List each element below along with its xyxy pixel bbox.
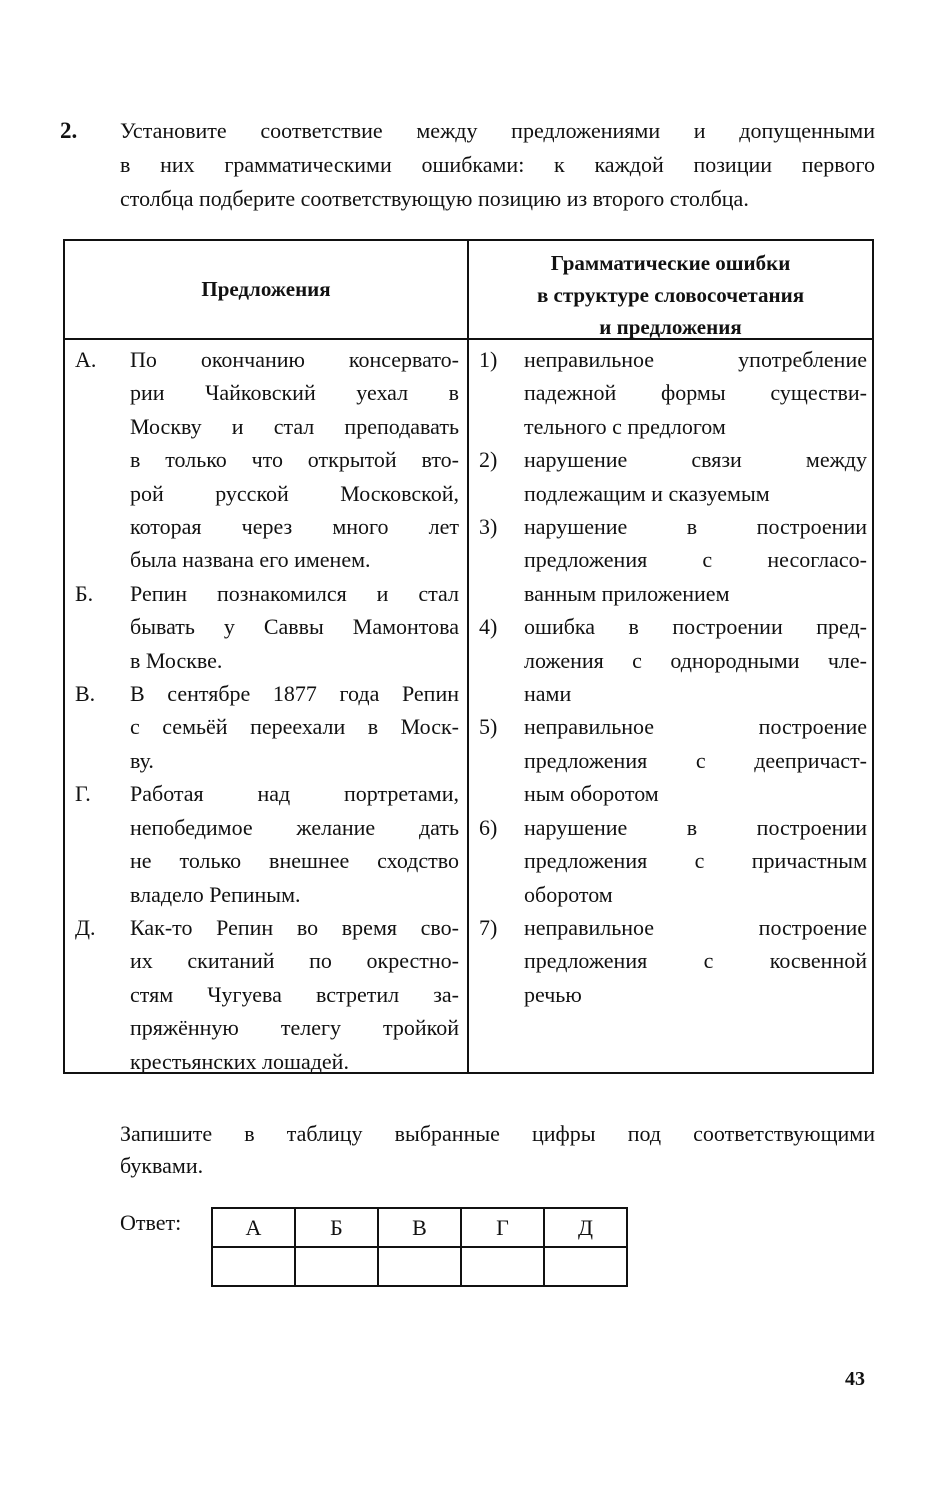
sentence-item-line: Как-то Репин во время сво- (130, 914, 459, 940)
header-errors-line: и предложения (599, 315, 742, 339)
page-number: 43 (845, 1368, 865, 1390)
error-item (479, 510, 867, 610)
sentence-item-line: рии Чайковский уехал в (130, 380, 459, 406)
sentence-letter: А. (75, 347, 97, 372)
error-item-line: подлежащим и сказуемым (524, 480, 770, 506)
error-item-text (524, 343, 867, 443)
sentence-item-line: с семьёй переехали в Моск- (130, 714, 459, 740)
sentences-column (75, 343, 459, 1078)
error-number: 6) (479, 814, 498, 840)
task-text-line: столбца подберите соответствующую позицию из второго столбца. (120, 186, 749, 211)
answer-letter-cell: Д (544, 1208, 627, 1247)
error-item-line: неправильное построение (524, 914, 867, 940)
sentence-item (75, 577, 459, 677)
sentence-item-line: По окончанию консервато- (130, 347, 459, 372)
errors-column (479, 343, 867, 1011)
sentence-item-text (130, 911, 459, 1078)
answer-input-cell[interactable] (544, 1247, 627, 1286)
error-item-text (524, 443, 867, 510)
column-divider (467, 241, 469, 1072)
instruction-line: буквами. (120, 1153, 204, 1178)
answer-letter-cell: Б (295, 1208, 378, 1247)
matching-table (63, 239, 874, 1074)
error-item-line: ошибка в построении пред- (524, 614, 867, 640)
sentence-item-line: Москву и стал преподавать (130, 413, 459, 439)
header-errors-line: Грамматические ошибки (550, 251, 791, 275)
sentence-item (75, 677, 459, 777)
sentence-item-line: была названа его именем. (130, 547, 371, 573)
answer-label: Ответ: (120, 1210, 182, 1235)
header-sentences: Предложения (201, 277, 331, 301)
error-item-line: нарушение в построении (524, 814, 867, 840)
instruction-line: Запишите в таблицу выбранные цифры под соответствующими (120, 1121, 875, 1146)
sentence-item (75, 777, 459, 911)
error-item-text (524, 610, 867, 710)
error-item (479, 343, 867, 443)
error-number: 2) (479, 447, 498, 473)
answer-input-cell[interactable] (378, 1247, 461, 1286)
error-item-line: нарушение в построении (524, 514, 867, 540)
sentence-item-line: их скитаний по окрестно- (130, 948, 459, 974)
sentence-item-line: не только внешнее сходство (130, 848, 459, 874)
error-item-line: предложения с причастным (524, 848, 867, 874)
sentence-item-text (130, 577, 459, 677)
answer-letter-cell: А (212, 1208, 295, 1247)
task-text-line: Установите соответствие между предложениями и допущенными (120, 118, 875, 143)
sentence-item-text (130, 343, 459, 577)
sentence-item-text (130, 777, 459, 911)
sentence-item (75, 911, 459, 1078)
sentence-item-line: непобедимое желание дать (130, 814, 459, 840)
sentence-item-line: владело Репиным. (130, 881, 301, 907)
error-item-line: ным оборотом (524, 781, 659, 807)
sentence-item-line: ву. (130, 747, 154, 773)
sentence-letter: Г. (75, 781, 91, 807)
error-number: 1) (479, 347, 498, 372)
error-item-line: ванным приложением (524, 580, 730, 606)
answer-table (211, 1207, 628, 1287)
error-number: 5) (479, 714, 498, 740)
sentence-letter: Б. (75, 580, 94, 606)
error-item-line: предложения с деепричаст- (524, 747, 867, 773)
sentence-item-line: бывать у Саввы Мамонтова (130, 614, 459, 640)
sentence-item-line: в только что открытой вто- (130, 447, 459, 473)
error-item-text (524, 710, 867, 810)
error-item-text (524, 811, 867, 911)
error-item-line: нарушение связи между (524, 447, 867, 473)
answer-letter-cell: В (378, 1208, 461, 1247)
error-item (479, 811, 867, 911)
error-number: 4) (479, 614, 498, 640)
sentence-item-line: Работая над портретами, (130, 781, 459, 807)
sentence-item-line: Репин познакомился и стал (130, 580, 459, 606)
sentence-item-line: стям Чугуева встретил за- (130, 981, 459, 1007)
error-item (479, 911, 867, 1011)
sentence-item-text (130, 677, 459, 777)
answer-input-cell[interactable] (295, 1247, 378, 1286)
answer-values-row (212, 1247, 627, 1286)
sentence-item-line: в Москве. (130, 647, 223, 673)
sentence-letter: В. (75, 681, 96, 707)
task-number: 2. (60, 118, 78, 143)
task-text-line: в них грамматическими ошибками: к каждой позиции первого (120, 152, 875, 177)
error-item (479, 443, 867, 510)
sentence-item-line: рой русской Московской, (130, 480, 459, 506)
error-item-line: неправильное употребление (524, 347, 867, 372)
error-item-line: тельного с предлогом (524, 413, 726, 439)
answer-letter-cell: Г (461, 1208, 544, 1247)
error-item-line: падежной формы существи- (524, 380, 867, 406)
error-item (479, 710, 867, 810)
error-item-text (524, 510, 867, 610)
answer-letters-row (212, 1208, 627, 1247)
error-item-line: нами (524, 681, 572, 707)
instruction-text (120, 1118, 875, 1182)
error-item-line: речью (524, 981, 582, 1007)
answer-input-cell[interactable] (212, 1247, 295, 1286)
error-item-line: предложения с косвенной (524, 948, 867, 974)
sentence-item-line: крестьянских лошадей. (130, 1048, 349, 1074)
error-item (479, 610, 867, 710)
error-item-line: оборотом (524, 881, 613, 907)
error-item-line: ложения с однородными чле- (524, 647, 867, 673)
answer-input-cell[interactable] (461, 1247, 544, 1286)
error-number: 3) (479, 514, 498, 540)
header-errors-line: в структуре словосочетания (536, 283, 805, 307)
error-item-line: неправильное построение (524, 714, 867, 740)
sentence-item-line: В сентябре 1877 года Репин (130, 681, 459, 707)
sentence-item-line: которая через много лет (130, 514, 459, 540)
task-text (120, 114, 875, 216)
sentence-letter: Д. (75, 914, 96, 940)
error-number: 7) (479, 914, 498, 940)
error-item-line: предложения с несогласо- (524, 547, 867, 573)
error-item-text (524, 911, 867, 1011)
header-errors (469, 247, 872, 343)
sentence-item (75, 343, 459, 577)
sentence-item-line: пряжённую телегу тройкой (130, 1015, 459, 1041)
